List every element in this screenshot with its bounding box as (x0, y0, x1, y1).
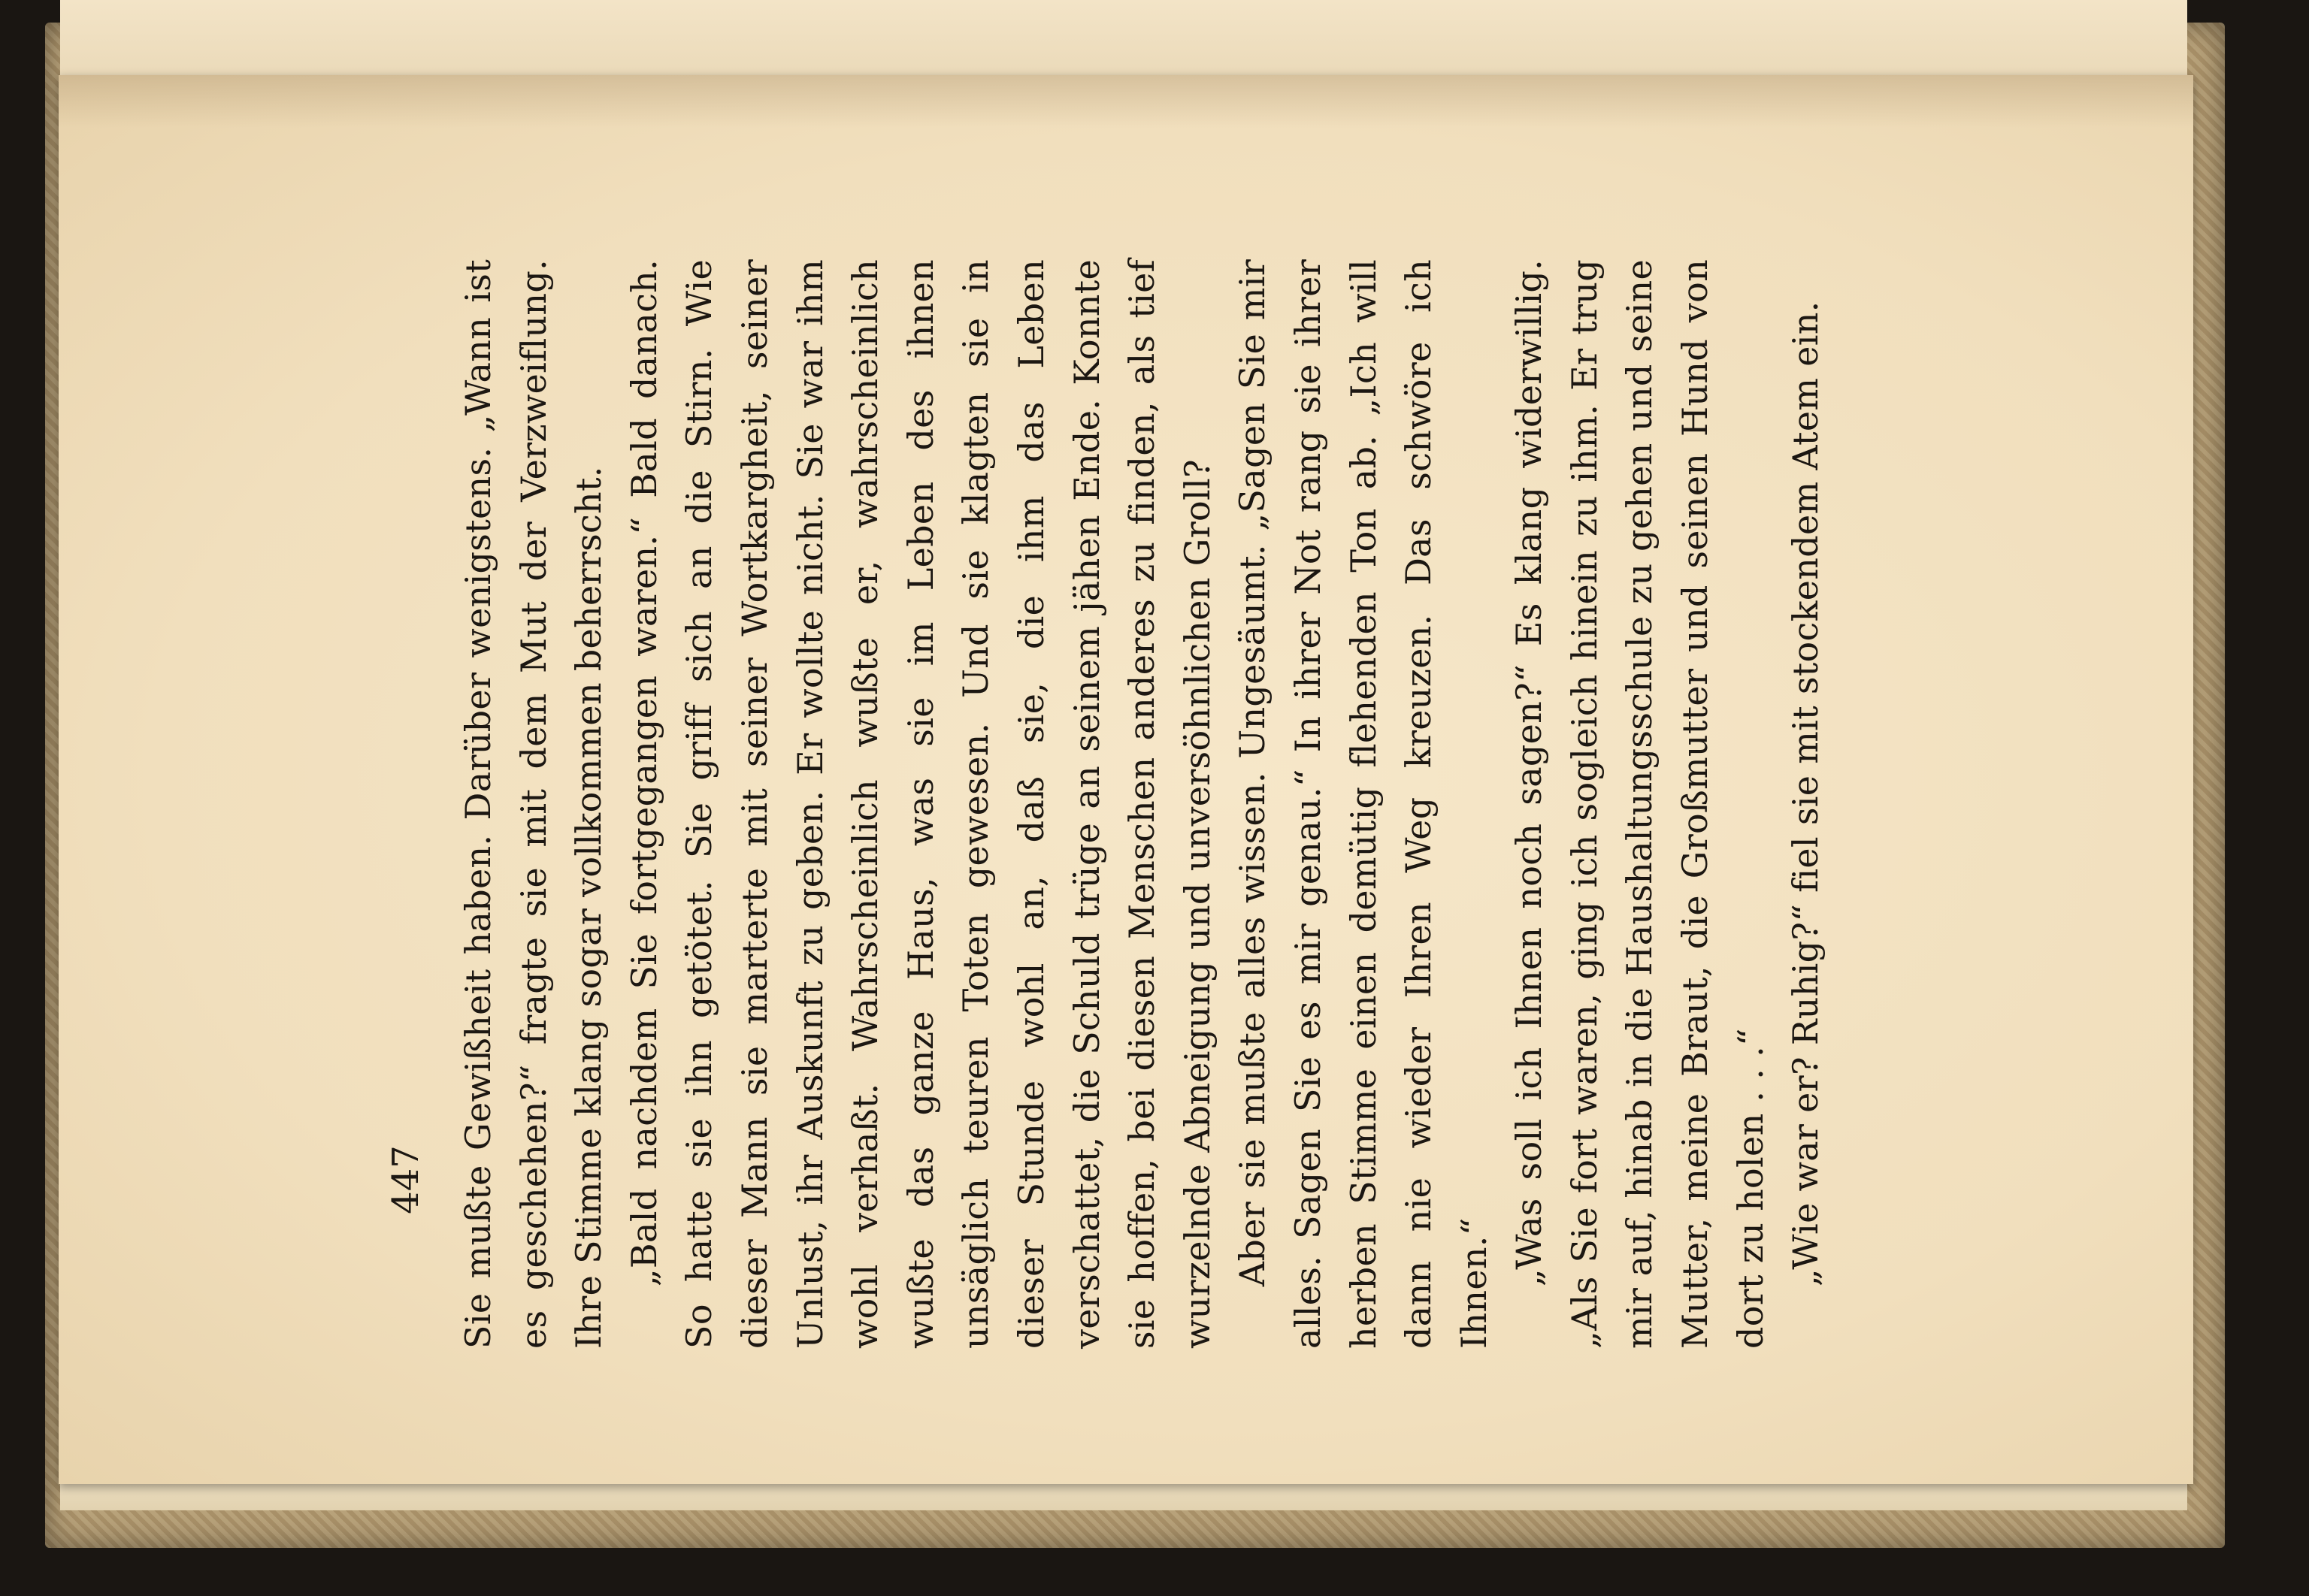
paragraph: Sie mußte Gewißheit haben. Darüber wenigstens. „Wann ist es geschehen?“ fragte sie mit dem Mut der Verzweiflung. Ihre Stimme klang sogar vollkommen beherrscht. (458, 259, 610, 1349)
paragraph: „Was soll ich Ihnen noch sagen?“ Es klang widerwillig. „Als Sie fort waren, ging ich sogleich hinein zu ihm. Er trug mir auf, hinab in die Haushaltungsschule zu gehen und seine Mutter, meine Braut, die Großmutter und seinen Hund von dort zu holen . . .“ (1509, 259, 1771, 1349)
previous-page-edge (60, 0, 2187, 84)
paragraph: Aber sie mußte alles wissen. Ungesäumt. „Sagen Sie mir alles. Sagen Sie es mir genau.“ In ihrer Not rang sie ihrer herben Stimme einen demütig flehenden Ton ab. „Ich will dann nie wieder Ihren Weg kreuzen. Das schwöre ich Ihnen.“ (1232, 259, 1494, 1349)
paragraph: „Bald nachdem Sie fortgegangen waren.“ Bald danach. So hatte sie ihn getötet. Sie griff sich an die Stirn. Wie dieser Mann sie marterte mit seiner Wortkargheit, seiner Unlust, ihr Auskunft zu geben. Er wollte nicht. Sie war ihm wohl verhaßt. Wahrscheinlich wußte er, wahrscheinlich wußte das ganze Haus, was sie im Leben des ihnen unsäglich teuren Toten gewesen. Und sie klagten sie in dieser Stunde wohl an, daß sie, die ihm das Leben verschattet, die Schuld trüge an seinem jähen Ende. Konnte sie hoffen, bei diesen Menschen anderes zu finden, als tief wurzelnde Abneigung und unversöhnlichen Groll? (623, 259, 1218, 1349)
page-top-shade (59, 75, 2193, 128)
page-number: 447 (385, 1145, 427, 1214)
page-text (451, 259, 1834, 1349)
paragraph: „Wie war er? Ruhig?“ fiel sie mit stockendem Atem ein. (1785, 301, 1826, 1287)
